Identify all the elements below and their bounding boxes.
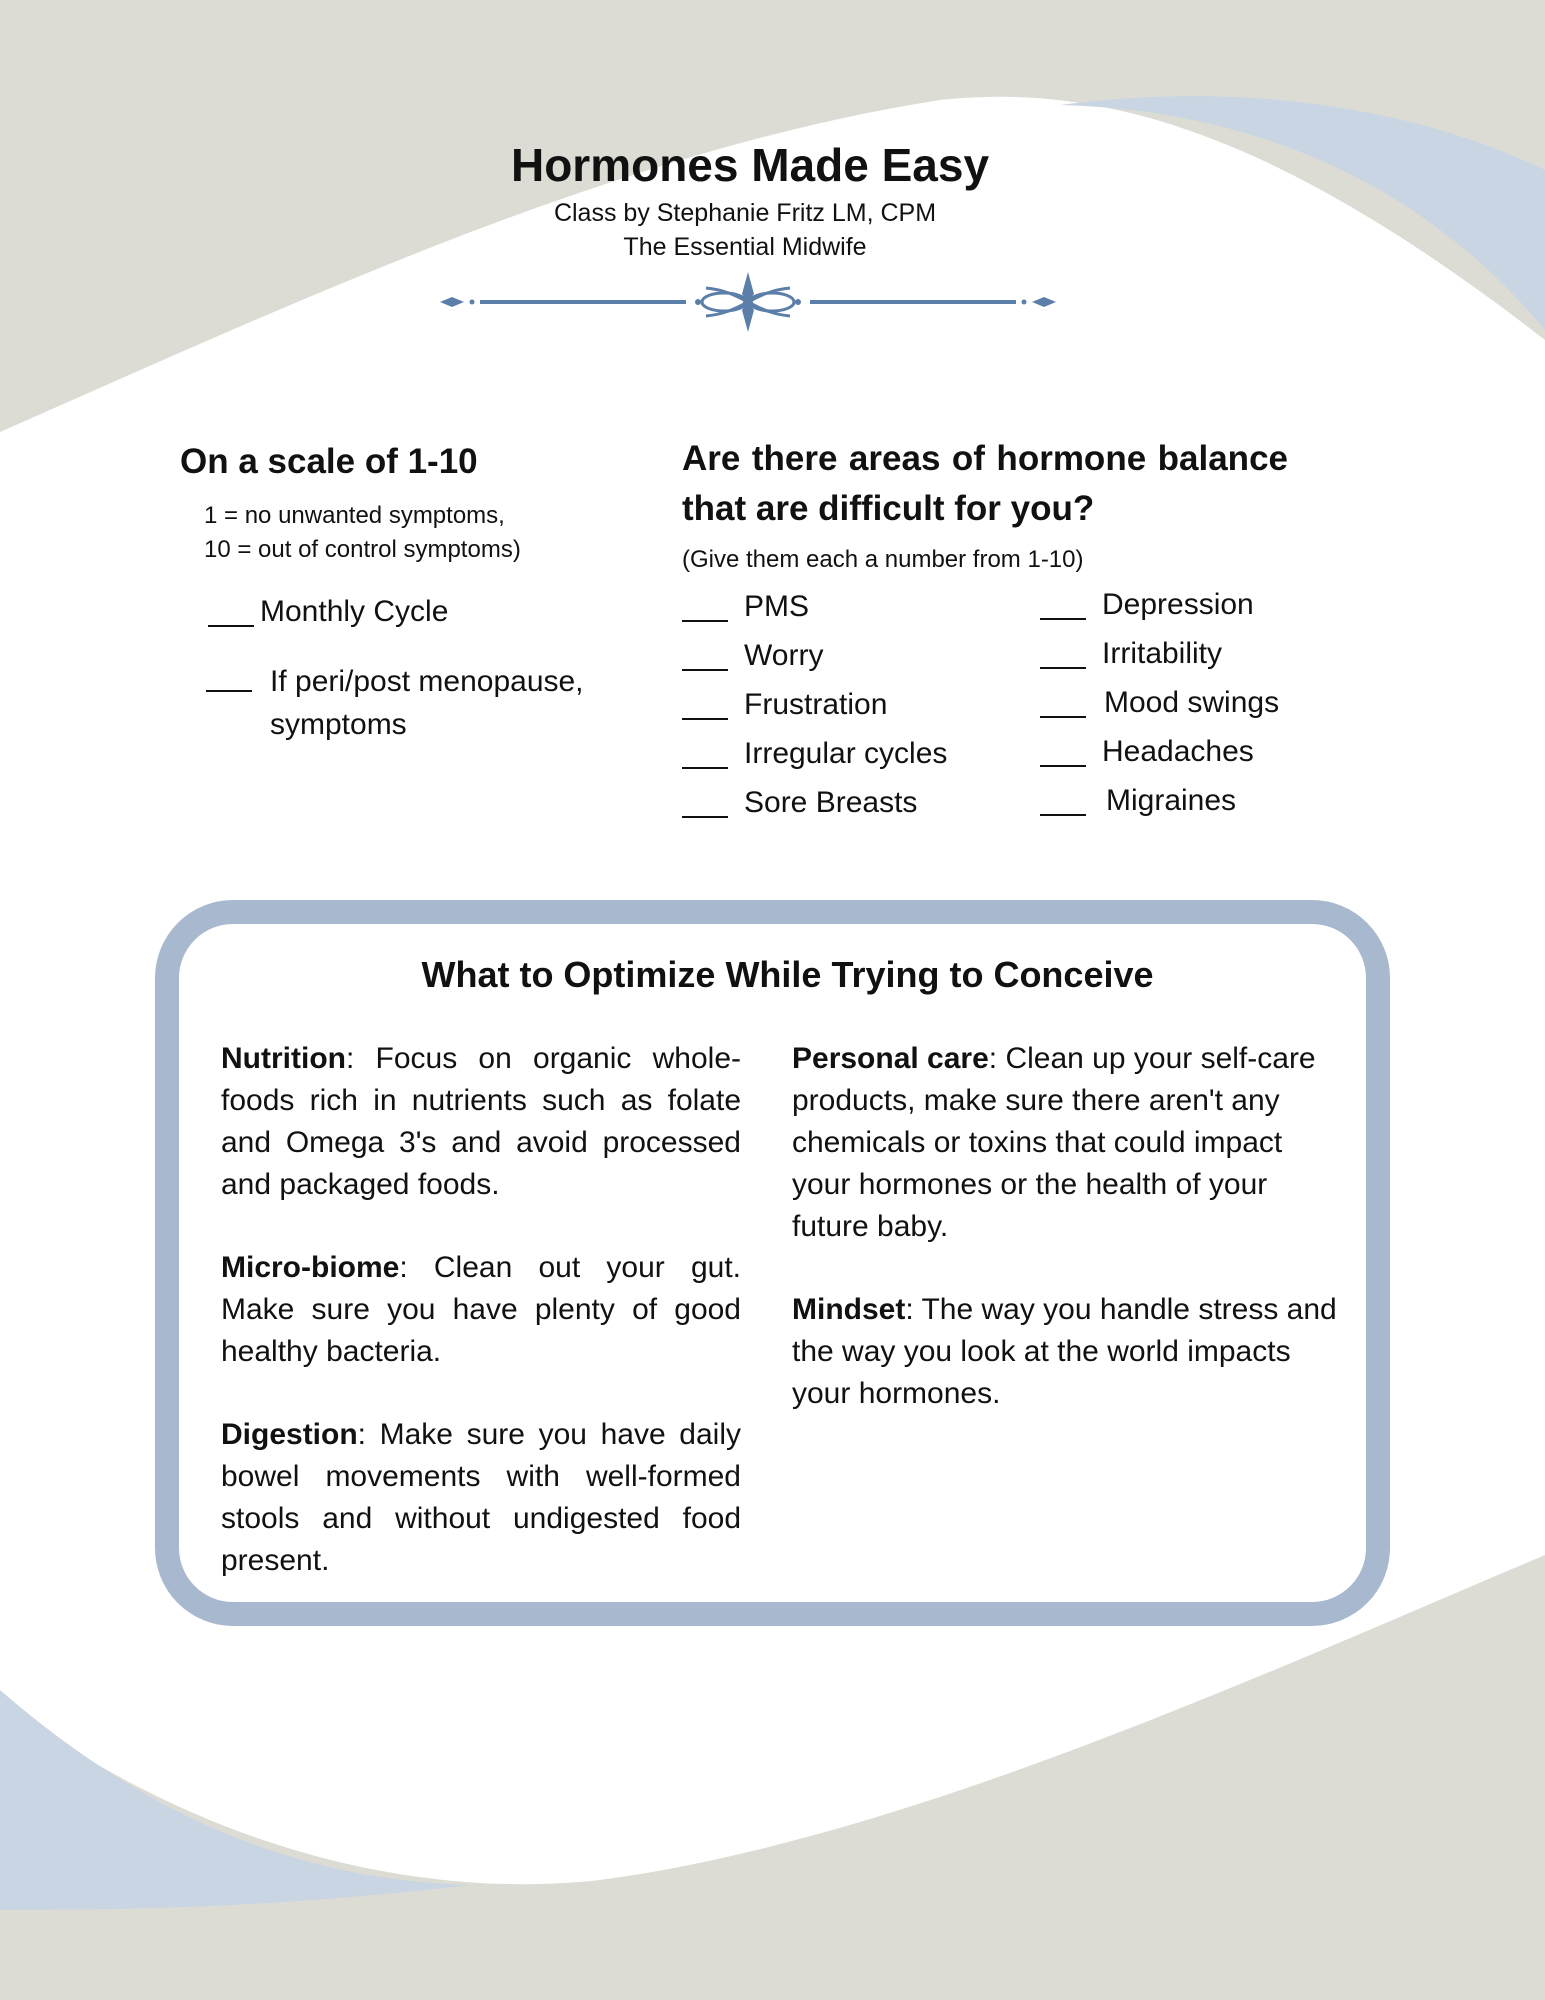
tip-personal-care — [792, 1038, 1337, 1248]
list-item — [682, 786, 947, 835]
rating-blank[interactable] — [682, 718, 728, 720]
tip-term: Mindset — [792, 1293, 906, 1326]
scale-item-label: If peri/post menopause, — [270, 665, 584, 698]
tip-text: : Clean out your gut. Make sure you have plenty of good healthy bacteria. — [221, 1251, 741, 1368]
list-item — [1040, 784, 1279, 833]
scale-item-menopause — [206, 660, 584, 746]
area-label: PMS — [744, 590, 810, 623]
page-title: Hormones Made Easy — [510, 139, 990, 191]
area-label: Mood swings — [1104, 686, 1280, 719]
scale-heading: On a scale of 1-10 — [180, 442, 478, 481]
scale-item-label-cont: symptoms — [270, 708, 407, 741]
scale-note-high: 10 = out of control symptoms) — [204, 536, 521, 563]
list-item — [1040, 637, 1279, 686]
area-label: Depression — [1102, 588, 1254, 621]
area-label: Irritability — [1102, 637, 1223, 670]
list-item — [1040, 588, 1279, 637]
rating-blank[interactable] — [1040, 814, 1086, 816]
area-label: Frustration — [744, 688, 888, 721]
ornamental-divider — [436, 268, 1060, 338]
scale-note-low: 1 = no unwanted symptoms, — [204, 502, 505, 529]
rating-blank[interactable] — [1040, 667, 1086, 669]
list-item — [682, 639, 947, 688]
subtitle-organization: The Essential Midwife — [623, 233, 867, 261]
optimize-right-column — [792, 1038, 1337, 1415]
area-label: Worry — [744, 639, 824, 672]
scale-item-monthly-cycle — [208, 595, 448, 629]
area-label: Irregular cycles — [744, 737, 948, 770]
area-label: Headaches — [1102, 735, 1254, 768]
list-item — [1040, 735, 1279, 784]
rating-blank[interactable] — [1040, 618, 1086, 620]
tip-term: Micro-biome — [221, 1251, 400, 1284]
areas-right-list — [1040, 588, 1279, 833]
tip-text: : Make sure you have daily bowel movements with well-formed stools and without undigested food present. — [221, 1418, 741, 1577]
list-item — [682, 737, 947, 786]
rating-blank[interactable] — [1040, 765, 1086, 767]
scale-item-label: Monthly Cycle — [260, 595, 449, 628]
areas-note: (Give them each a number from 1-10) — [682, 546, 1084, 573]
tip-text: : The way you handle stress and the way you look at the world impacts your hormones. — [792, 1293, 1337, 1410]
tip-term: Digestion — [221, 1418, 358, 1451]
subtitle-author: Class by Stephanie Fritz LM, CPM — [553, 199, 937, 227]
area-label: Sore Breasts — [744, 786, 918, 819]
list-item — [1040, 686, 1279, 735]
tip-term: Nutrition — [221, 1042, 346, 1075]
rating-blank[interactable] — [682, 669, 728, 671]
rating-blank[interactable] — [682, 620, 728, 622]
tip-mindset — [792, 1289, 1337, 1415]
areas-left-list — [682, 590, 947, 835]
list-item — [682, 688, 947, 737]
tip-text: : Clean up your self-care products, make sure there aren't any chemicals or toxins that could impact your hormones or the health of your future baby. — [792, 1042, 1316, 1243]
tip-micro-biome — [221, 1247, 741, 1373]
rating-blank[interactable] — [682, 816, 728, 818]
tip-digestion — [221, 1414, 741, 1582]
rating-blank[interactable] — [208, 625, 254, 627]
rating-blank[interactable] — [682, 767, 728, 769]
areas-heading: Are there areas of hormone balance that are difficult for you? — [682, 439, 1288, 528]
area-label: Migraines — [1106, 784, 1237, 817]
list-item — [682, 590, 947, 639]
rating-blank[interactable] — [206, 690, 252, 692]
tip-term: Personal care — [792, 1042, 989, 1075]
optimize-left-column — [221, 1038, 741, 1582]
rating-blank[interactable] — [1040, 716, 1086, 718]
tip-text: : Focus on organic whole-foods rich in nutrients such as folate and Omega 3's and avoid processed and packaged foods. — [221, 1042, 741, 1201]
optimize-box-title: What to Optimize While Trying to Conceive — [421, 954, 1154, 995]
tip-nutrition — [221, 1038, 741, 1206]
